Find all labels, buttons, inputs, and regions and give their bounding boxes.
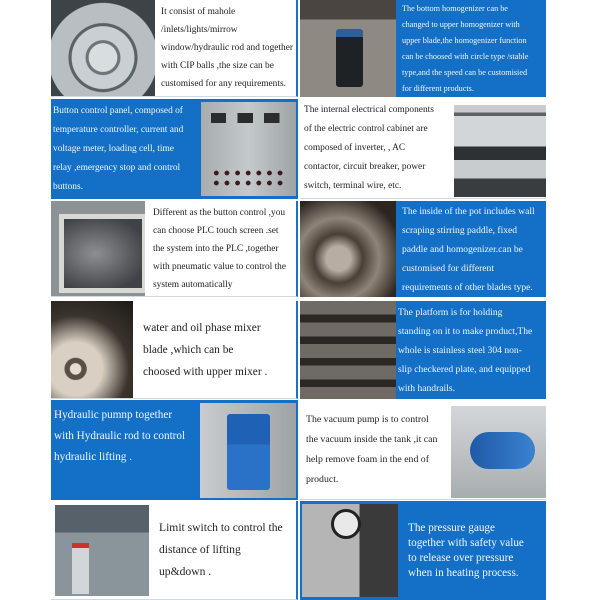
panel-manhole <box>51 0 298 97</box>
panel-text <box>51 400 200 500</box>
panel-text <box>300 99 454 198</box>
text-line: relay ,emergency stop and control <box>53 162 181 173</box>
panel-text <box>133 301 296 398</box>
panel-text <box>398 501 546 600</box>
platform-stairs-photo <box>300 301 396 399</box>
control-panel-photo <box>201 102 296 196</box>
text-line: when in heating process. <box>408 566 519 579</box>
text-line: up&down . <box>159 565 212 578</box>
text-line: the vacuum inside the tank ,it can <box>306 433 438 445</box>
text-line: The platform is for holding <box>398 306 503 318</box>
panel-bottom-homogenizer <box>300 0 546 97</box>
panel-plc-touch-screen <box>51 201 298 297</box>
text-line: requirements of other blades type. <box>402 281 533 293</box>
limit-switch-photo <box>55 505 149 596</box>
text-line: temperature controller, current and <box>53 124 184 135</box>
text-line: standing on it to make product,The <box>398 325 533 337</box>
text-line: the system into the PLC ,together <box>153 243 279 254</box>
panel-button-control <box>51 99 298 199</box>
text-line: help remove foam in the end of <box>306 453 429 465</box>
text-line: can choose PLC touch screen .set <box>153 225 279 236</box>
text-line: type,and the speed can be customisied <box>402 67 528 77</box>
panel-text <box>396 201 546 297</box>
homogenizer-photo <box>300 0 396 97</box>
panel-text <box>396 0 546 97</box>
panel-text <box>300 400 451 499</box>
text-line: whole is stainless steel 304 non- <box>398 344 522 356</box>
text-line: of the electric control cabinet are <box>304 124 428 134</box>
text-line: Different as the button control ,you <box>153 207 286 218</box>
text-line: hydraulic lifting . <box>54 451 132 463</box>
panel-text <box>396 301 546 399</box>
text-line: with pneumatic value to control the <box>153 261 287 272</box>
text-line: paddle and homogenizer.can be <box>402 243 523 255</box>
panel-text <box>145 201 296 296</box>
text-line: The bottom homogenizer can be <box>402 3 508 13</box>
text-line: upper blade,the homogenizer function <box>402 35 527 45</box>
text-line: with Hydraulic rod to control <box>54 430 186 442</box>
text-line: distance of lifting <box>159 543 241 556</box>
text-line: with CIP balls ,the size can be <box>161 61 274 71</box>
panel-text <box>51 99 201 199</box>
text-line: switch, terminal wire, etc. <box>304 181 402 191</box>
text-line: composed of inverter, , AC <box>304 143 406 153</box>
text-line: product. <box>306 473 339 485</box>
text-line: blade ,which can be <box>143 343 234 356</box>
text-line: buttons. <box>53 181 83 192</box>
pressure-gauge-photo <box>302 504 398 597</box>
panel-text <box>149 501 296 599</box>
text-line: Hydraulic pumnp together <box>54 409 173 421</box>
text-line: can be choosed with circle type /stable <box>402 51 529 61</box>
panel-pot-interior <box>300 201 546 297</box>
vacuum-pump-photo <box>451 406 546 498</box>
panel-text <box>155 0 297 96</box>
panel-electrical-components <box>300 99 546 199</box>
text-line: Limit switch to control the <box>159 521 283 534</box>
electric-cabinet-photo <box>454 105 546 197</box>
panel-phase-mixer <box>51 301 298 399</box>
panel-pressure-gauge <box>300 501 546 600</box>
panel-vacuum-pump <box>300 400 546 500</box>
text-line: for different products. <box>402 83 474 93</box>
text-line: The inside of the pot includes wall <box>402 205 535 217</box>
text-line: with handrails. <box>398 382 456 394</box>
plc-screen-photo <box>51 201 145 296</box>
text-line: scraping stirring paddle, fixed <box>402 224 518 236</box>
text-line: The vacuum pump is to control <box>306 413 429 425</box>
text-line: to release over pressure <box>408 551 514 564</box>
panel-limit-switch <box>51 501 298 600</box>
text-line: The internal electrical components <box>304 105 434 115</box>
text-line: system automatically <box>153 279 233 290</box>
text-line: voltage meter, loading cell, time <box>53 143 174 154</box>
pot-interior-photo <box>300 201 396 297</box>
text-line: together with safety value <box>408 536 524 549</box>
text-line: It consist of mahole <box>161 7 236 17</box>
text-line: customised for different <box>402 262 495 274</box>
panel-hydraulic-pump <box>51 400 298 500</box>
text-line: contactor, circuit breaker, power <box>304 162 426 172</box>
text-line: customised for any requirements. <box>161 79 286 89</box>
text-line: choosed with upper mixer . <box>143 365 268 378</box>
mixer-blade-photo <box>51 301 133 398</box>
text-line: /inlets/lights/mirrow <box>161 25 238 35</box>
text-line: slip checkered plate, and equipped <box>398 363 531 375</box>
text-line: changed to upper homogenizer with <box>402 19 520 29</box>
text-line: Button control panel, composed of <box>53 105 183 116</box>
text-line: The pressure gauge <box>408 521 495 534</box>
text-line: water and oil phase mixer <box>143 321 261 334</box>
hydraulic-pump-photo <box>200 403 296 498</box>
panel-platform <box>300 301 546 399</box>
reactor-lid-photo <box>51 0 155 96</box>
text-line: window/hydraulic rod and together <box>161 43 293 53</box>
